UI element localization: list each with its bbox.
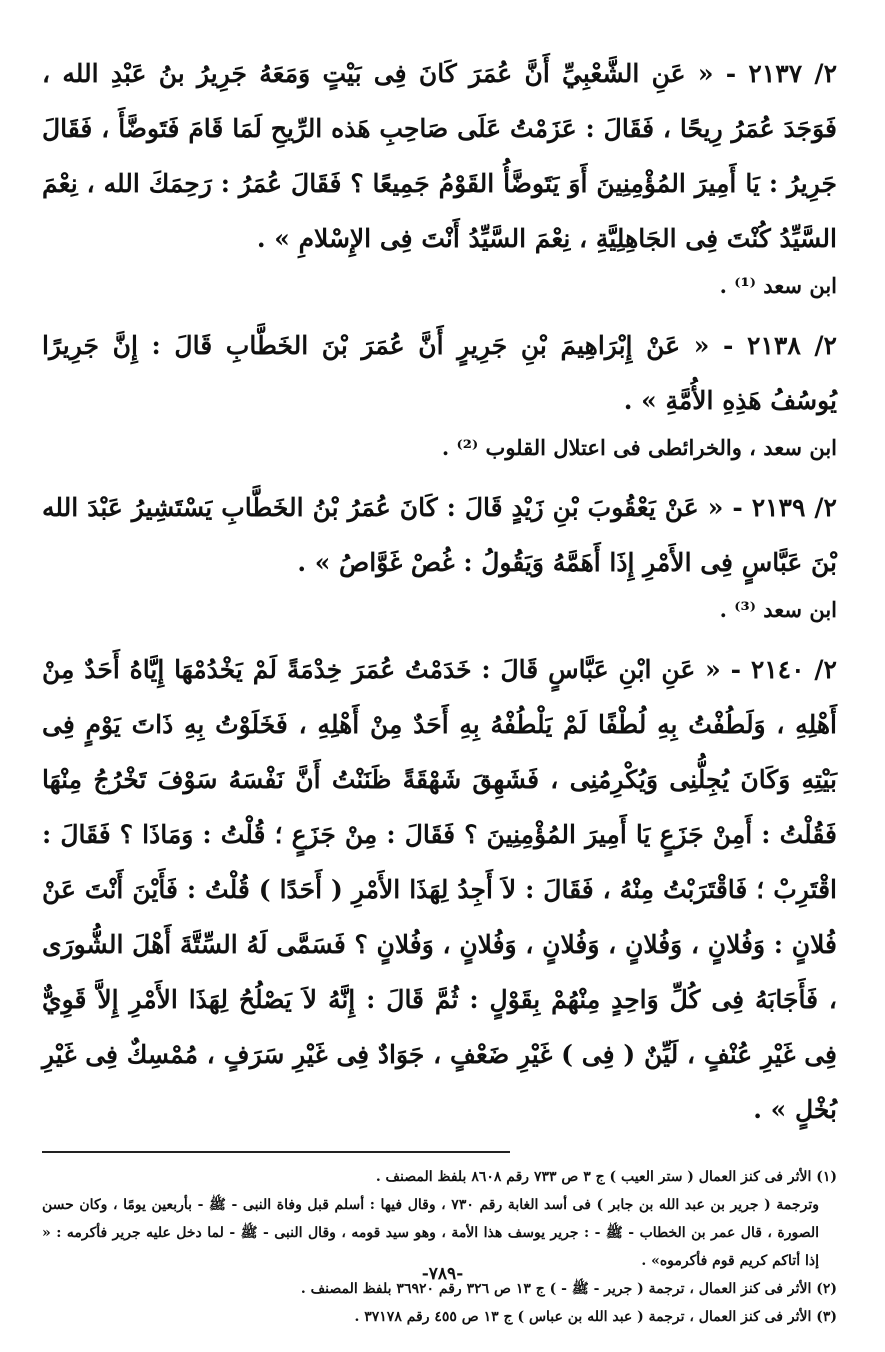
hadith-body: « عَنْ يَعْقُوبَ بْنِ زَيْدٍ قَالَ : كَانَ عُمَرُ بْنُ الخَطَّابِ يَسْتَشِيرُ عَبْدَ الله بْنَ عَبَّاسٍ فِى الأَمْرِ إِذَا أَهَمَّهُ وَيَقُولُ : غُصْ غَوَّاصُ » .	[42, 493, 837, 577]
hadith-entry	[42, 46, 837, 306]
hadith-entry	[42, 318, 837, 468]
hadith-body: « عَنِ ابْنِ عَبَّاسٍ قَالَ : خَدَمْتُ عُمَرَ خِدْمَةً لَمْ يَخْدُمْهَا إِيَّاهُ أَحَدٌ مِنْ أَهْلِهِ ، وَلَطُفْتُ بِهِ لُطْفًا لَمْ يَلْطُفْهُ بِهِ أَحَدٌ مِنْ أَهْلِهِ ، فَخَلَوْتُ بِهِ ذَاتَ يَوْمٍ فِى بَيْتِهِ وَكَانَ يُجِلُّنِى وَيُكْرِمُنِى ، فَشَهِقَ شَهْقَةً ظَنَنْتُ أَنَّ نَفْسَهُ سَوْفَ تَخْرُجُ مِنْهَا فَقُلْتُ : أَمِنْ جَزَعٍ يَا أَمِيرَ المُؤْمِنِينَ ؟ فَقَالَ : مِنْ جَزَعٍ ؛ قُلْتُ : وَمَاذَا ؟ فَقَالَ : اقْتَرِبْ ؛ فَاقْتَرَبْتُ مِنْهُ ، فَقَالَ : لاَ أَجِدُ لِهَذَا الأَمْرِ ( أَحَدًا ) قُلْتُ : فَأَيْنَ أَنْتَ عَنْ فُلانٍ : وَفُلانٍ ، وَفُلانٍ ، وَفُلانٍ ، وَفُلانٍ ، وَفُلانٍ ؟ فَسَمَّى لَهُ السِّتَّةَ أَهْلَ الشُّورَى ، فَأَجَابَهُ فِى كُلِّ وَاحِدٍ مِنْهُمْ بِقَوْلٍ : ثُمَّ قَالَ : إِنَّهُ لاَ يَصْلُحُ لِهَذَا الأَمْرِ إِلاَّ قَوِيٌّ فِى غَيْرِ عُنْفٍ ، لَيِّنٌ ( فِى ) غَيْرِ ضَعْفٍ ، جَوَادٌ فِى غَيْرِ سَرَفٍ ، مُمْسِكٌ فِى غَيْرِ بُخْلٍ » .	[42, 655, 837, 1124]
page-number: -٧٨٩-	[421, 1264, 464, 1284]
hadith-number: ٢/ ٢١٣٩	[751, 493, 837, 522]
hadith-number: ٢/ ٢١٣٨	[747, 331, 837, 360]
footnote-divider	[42, 1151, 510, 1153]
hadith-body: « عَنِ الشَّعْبِيِّ أَنَّ عُمَرَ كَانَ فِى بَيْتٍ وَمَعَهُ جَرِيرُ بنُ عَبْدِ الله ، فَوَجَدَ عُمَرُ رِيحًا ، فَقَالَ : عَزَمْتُ عَلَى صَاحِبِ هَذه الرِّيحِ لَمَا قَامَ فَتَوضَّأَ ، فَقَالَ جَرِيرُ : يَا أَمِيرَ المُؤْمِنِينَ أَوَ يَتَوضَّأُ القَوْمُ جَمِيعًا ؟ فَقَالَ عُمَرُ : رَحِمَكَ الله ، نِعْمَ السَّيِّدُ كُنْتَ فِى الجَاهِلِيَّةِ ، نِعْمَ السَّيِّدُ أَنْتَ فِى الإِسْلامِ » .	[42, 59, 837, 253]
hadith-text: ٢/ ٢١٣٩ - « عَنْ يَعْقُوبَ بْنِ زَيْدٍ قَالَ : كَانَ عُمَرُ بْنُ الخَطَّابِ يَسْتَشِيرُ عَبْدَ الله بْنَ عَبَّاسٍ فِى الأَمْرِ إِذَا أَهَمَّهُ وَيَقُولُ : غُصْ غَوَّاصُ » .	[42, 493, 837, 577]
hadith-text: ٢/ ٢١٣٨ - « عَنْ إِبْرَاهِيمَ بْنِ جَرِيرٍ أَنَّ عُمَرَ بْنَ الخَطَّابِ قَالَ : إِنَّ جَرِيرًا يُوسُفُ هَذِهِ الأُمَّةِ » .	[42, 331, 837, 415]
footnote-2: (٢) الأثر فى كنز العمال ، ترجمة ( جرير - ﷺ - ) ج ١٣ ص ٣٢٦ رقم ٣٦٩٢٠ بلفظ المصنف .	[300, 1281, 837, 1297]
footnotes	[42, 1163, 837, 1331]
hadith-number: ٢/ ٢١٣٧	[748, 59, 837, 88]
footnote-1: (١) الأثر فى كنز العمال ( ستر العيب ) ج ٣ ص ٧٣٣ رقم ٨٦٠٨ بلفظ المصنف .	[375, 1169, 837, 1185]
hadith-text: ٢/ ٢١٣٧ - « عَنِ الشَّعْبِيِّ أَنَّ عُمَرَ كَانَ فِى بَيْتٍ وَمَعَهُ جَرِيرُ بنُ عَبْدِ الله ، فَوَجَدَ عُمَرُ رِيحًا ، فَقَالَ : عَزَمْتُ عَلَى صَاحِبِ هَذه الرِّيحِ لَمَا قَامَ فَتَوضَّأَ ، فَقَالَ جَرِيرُ : يَا أَمِيرَ المُؤْمِنِينَ أَوَ يَتَوضَّأُ القَوْمُ جَمِيعًا ؟ فَقَالَ عُمَرُ : رَحِمَكَ الله ، نِعْمَ السَّيِّدُ كُنْتَ فِى الجَاهِلِيَّةِ ، نِعْمَ السَّيِّدُ أَنْتَ فِى الإِسْلامِ » .	[42, 59, 837, 253]
hadith-entry	[42, 480, 837, 630]
footnote-1-continuation: وترجمة ( جرير بن عبد الله بن جابر ) فى أسد الغابة رقم ٧٣٠ ، وقال فيها : أسلم قبل وفاة النبى - ﷺ - بأربعين يومًا ، وكان حسن الصورة ، قال عمر بن الخطاب - ﷺ - : جرير يوسف هذا الأمة ، وهو سيد قومه ، وقال النبى - ﷺ - لما دخل عليه جرير فأكرمه : « إذا أتاكم كريم قوم فأكرموه» .	[42, 1197, 819, 1269]
hadith-entry	[42, 642, 837, 1137]
hadith-source: ابن سعد ⁽¹⁾ .	[719, 273, 837, 298]
hadith-source: ابن سعد ⁽³⁾ .	[719, 597, 837, 622]
footnote-3: (٣) الأثر فى كنز العمال ، ترجمة ( عبد الله بن عباس ) ج ١٣ ص ٤٥٥ رقم ٣٧١٧٨ .	[354, 1309, 837, 1325]
hadith-source: ابن سعد ، والخرائطى فى اعتلال القلوب ⁽²⁾ .	[441, 435, 837, 460]
hadith-body: « عَنْ إِبْرَاهِيمَ بْنِ جَرِيرٍ أَنَّ عُمَرَ بْنَ الخَطَّابِ قَالَ : إِنَّ جَرِيرًا يُوسُفُ هَذِهِ الأُمَّةِ » .	[42, 331, 837, 415]
hadith-text: ٢/ ٢١٤٠ - « عَنِ ابْنِ عَبَّاسٍ قَالَ : خَدَمْتُ عُمَرَ خِدْمَةً لَمْ يَخْدُمْهَا إِيَّاهُ أَحَدٌ مِنْ أَهْلِهِ ، وَلَطُفْتُ بِهِ لُطْفًا لَمْ يَلْطُفْهُ بِهِ أَحَدٌ مِنْ أَهْلِهِ ، فَخَلَوْتُ بِهِ ذَاتَ يَوْمٍ فِى بَيْتِهِ وَكَانَ يُجِلُّنِى وَيُكْرِمُنِى ، فَشَهِقَ شَهْقَةً ظَنَنْتُ أَنَّ نَفْسَهُ سَوْفَ تَخْرُجُ مِنْهَا فَقُلْتُ : أَمِنْ جَزَعٍ يَا أَمِيرَ المُؤْمِنِينَ ؟ فَقَالَ : مِنْ جَزَعٍ ؛ قُلْتُ : وَمَاذَا ؟ فَقَالَ : اقْتَرِبْ ؛ فَاقْتَرَبْتُ مِنْهُ ، فَقَالَ : لاَ أَجِدُ لِهَذَا الأَمْرِ ( أَحَدًا ) قُلْتُ : فَأَيْنَ أَنْتَ عَنْ فُلانٍ : وَفُلانٍ ، وَفُلانٍ ، وَفُلانٍ ، وَفُلانٍ ، وَفُلانٍ ؟ فَسَمَّى لَهُ السِّتَّةَ أَهْلَ الشُّورَى ، فَأَجَابَهُ فِى كُلِّ وَاحِدٍ مِنْهُمْ بِقَوْلٍ : ثُمَّ قَالَ : إِنَّهُ لاَ يَصْلُحُ لِهَذَا الأَمْرِ إِلاَّ قَوِيٌّ فِى غَيْرِ عُنْفٍ ، لَيِّنٌ ( فِى ) غَيْرِ ضَعْفٍ ، جَوَادٌ فِى غَيْرِ سَرَفٍ ، مُمْسِكٌ فِى غَيْرِ بُخْلٍ » .	[42, 655, 837, 1124]
hadith-number: ٢/ ٢١٤٠	[750, 655, 837, 684]
